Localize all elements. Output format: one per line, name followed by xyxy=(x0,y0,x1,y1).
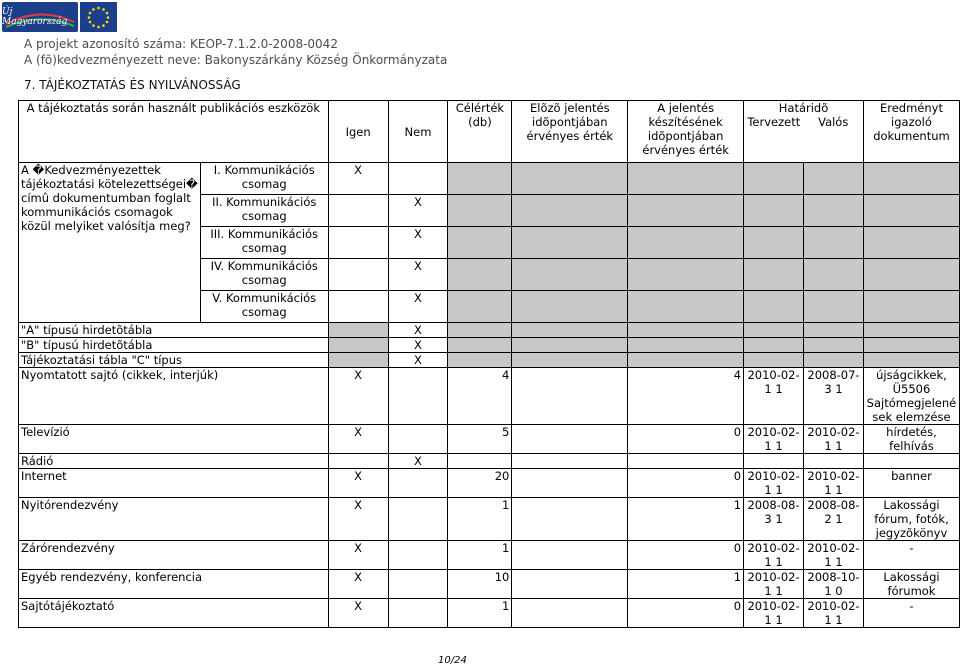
header-hatarido-sub xyxy=(744,115,863,129)
package-name: II. Kommunikációs csomag xyxy=(200,195,328,227)
board-row xyxy=(19,338,960,353)
media-row xyxy=(19,599,960,628)
row-name: Zárórendezvény xyxy=(19,541,329,570)
header-valos: Valós xyxy=(818,115,849,129)
row-elozo xyxy=(512,454,628,469)
row-jelentes: 1 xyxy=(628,570,744,599)
package-igen xyxy=(328,291,388,323)
media-row xyxy=(19,368,960,425)
media-row xyxy=(19,469,960,498)
row-elozo xyxy=(512,541,628,570)
row-nem: X xyxy=(388,454,448,469)
board-empty-cell xyxy=(628,338,744,353)
package-empty-cell xyxy=(628,259,744,291)
package-name: V. Kommunikációs csomag xyxy=(200,291,328,323)
row-tervezett: 2010-02-1 1 xyxy=(744,368,804,425)
board-nem: X xyxy=(388,338,448,353)
header-celertek: Célérték (db) xyxy=(448,101,512,163)
package-nem xyxy=(388,163,448,195)
media-row xyxy=(19,425,960,454)
package-name: IV. Kommunikációs csomag xyxy=(200,259,328,291)
board-empty-cell xyxy=(863,323,959,338)
board-empty-cell xyxy=(448,353,512,368)
beneficiary-line: A (fõ)kedvezményezett neve: Bakonyszárkány Község Önkormányzata xyxy=(24,53,448,67)
row-elozo xyxy=(512,599,628,628)
row-nem xyxy=(388,368,448,425)
row-eredmeny: Lakossági fórum, fotók, jegyzõkönyv xyxy=(863,498,959,541)
row-igen: X xyxy=(328,570,388,599)
row-elozo xyxy=(512,498,628,541)
board-empty-cell xyxy=(863,353,959,368)
board-empty-cell xyxy=(512,323,628,338)
board-empty-cell xyxy=(448,338,512,353)
package-empty-cell xyxy=(863,227,959,259)
row-jelentes: 1 xyxy=(628,498,744,541)
package-empty-cell xyxy=(744,227,804,259)
package-empty-cell xyxy=(628,291,744,323)
publicity-table xyxy=(18,100,960,628)
package-row xyxy=(19,163,960,195)
row-valos: 2008-10-1 0 xyxy=(804,570,864,599)
header-tervezett: Tervezett xyxy=(747,115,801,129)
header-hatarido-label: Határidõ xyxy=(778,101,829,115)
row-valos: 2008-08-2 1 xyxy=(804,498,864,541)
section-title: 7. TÁJÉKOZTATÁS ÉS NYILVÁNOSSÁG xyxy=(24,78,241,92)
board-empty-cell xyxy=(863,338,959,353)
package-empty-cell xyxy=(804,291,864,323)
package-empty-cell xyxy=(863,163,959,195)
package-empty-cell xyxy=(863,259,959,291)
row-name: Rádió xyxy=(19,454,329,469)
package-empty-cell xyxy=(744,163,804,195)
package-empty-cell xyxy=(744,291,804,323)
media-row xyxy=(19,454,960,469)
package-empty-cell xyxy=(628,195,744,227)
row-tervezett: 2010-02-1 1 xyxy=(744,599,804,628)
row-igen: X xyxy=(328,599,388,628)
row-elozo xyxy=(512,368,628,425)
package-empty-cell xyxy=(448,195,512,227)
row-celertek: 5 xyxy=(448,425,512,454)
package-empty-cell xyxy=(448,291,512,323)
row-valos: 2010-02-1 1 xyxy=(804,469,864,498)
row-nem xyxy=(388,541,448,570)
package-empty-cell xyxy=(804,163,864,195)
package-empty-cell xyxy=(804,227,864,259)
row-tervezett: 2010-02-1 1 xyxy=(744,570,804,599)
row-igen: X xyxy=(328,541,388,570)
package-igen: X xyxy=(328,163,388,195)
row-nem xyxy=(388,570,448,599)
row-igen: X xyxy=(328,368,388,425)
row-igen: X xyxy=(328,498,388,541)
row-nem xyxy=(388,469,448,498)
row-name: Nyitórendezvény xyxy=(19,498,329,541)
row-name: Nyomtatott sajtó (cikkek, interjúk) xyxy=(19,368,329,425)
row-valos xyxy=(804,454,864,469)
board-name: "B" típusú hirdetõtábla xyxy=(19,338,329,353)
package-empty-cell xyxy=(744,195,804,227)
row-tervezett xyxy=(744,454,804,469)
package-nem: X xyxy=(388,259,448,291)
eu-flag-icon xyxy=(80,2,117,32)
row-eredmeny xyxy=(863,454,959,469)
package-empty-cell xyxy=(804,195,864,227)
row-igen xyxy=(328,454,388,469)
package-empty-cell xyxy=(448,163,512,195)
package-name: I. Kommunikációs csomag xyxy=(200,163,328,195)
row-celertek: 4 xyxy=(448,368,512,425)
media-row xyxy=(19,541,960,570)
row-celertek: 10 xyxy=(448,570,512,599)
row-jelentes: 0 xyxy=(628,469,744,498)
package-empty-cell xyxy=(512,195,628,227)
board-empty-cell xyxy=(744,353,804,368)
package-empty-cell xyxy=(744,259,804,291)
board-name: Tájékoztatási tábla "C" típus xyxy=(19,353,329,368)
package-empty-cell xyxy=(448,227,512,259)
row-celertek: 1 xyxy=(448,541,512,570)
row-eredmeny: - xyxy=(863,541,959,570)
row-elozo xyxy=(512,570,628,599)
header-eredmeny: Eredményt igazoló dokumentum xyxy=(863,101,959,163)
page-number: 10/24 xyxy=(438,655,467,666)
header-igen: Igen xyxy=(328,101,388,163)
package-name: III. Kommunikációs csomag xyxy=(200,227,328,259)
package-nem: X xyxy=(388,227,448,259)
package-igen xyxy=(328,259,388,291)
media-row xyxy=(19,570,960,599)
package-empty-cell xyxy=(512,291,628,323)
board-empty-cell xyxy=(744,323,804,338)
row-tervezett: 2010-02-1 1 xyxy=(744,425,804,454)
row-celertek xyxy=(448,454,512,469)
row-elozo xyxy=(512,425,628,454)
board-igen xyxy=(328,353,388,368)
row-valos: 2008-07-3 1 xyxy=(804,368,864,425)
package-empty-cell xyxy=(512,227,628,259)
question-cell: A �Kedvezményezettek tájékoztatási kötelezettségei� címû dokumentumban foglalt kommunikációs csomagok közül melyiket valósítja meg? xyxy=(19,163,201,323)
logo-bar xyxy=(2,2,117,32)
header-tools: A tájékoztatás során használt publikációs eszközök xyxy=(19,101,329,163)
row-tervezett: 2010-02-1 1 xyxy=(744,541,804,570)
package-nem: X xyxy=(388,291,448,323)
package-empty-cell xyxy=(863,195,959,227)
row-name: Internet xyxy=(19,469,329,498)
board-empty-cell xyxy=(628,353,744,368)
board-row xyxy=(19,353,960,368)
package-empty-cell xyxy=(628,163,744,195)
row-eredmeny: hírdetés, felhívás xyxy=(863,425,959,454)
row-name: Egyéb rendezvény, konferencia xyxy=(19,570,329,599)
package-igen xyxy=(328,195,388,227)
board-empty-cell xyxy=(448,323,512,338)
header-elozo: Elõzõ jelentés idõpontjában érvényes érték xyxy=(512,101,628,163)
board-igen xyxy=(328,323,388,338)
row-igen: X xyxy=(328,469,388,498)
board-empty-cell xyxy=(804,338,864,353)
row-jelentes: 0 xyxy=(628,425,744,454)
row-eredmeny: banner xyxy=(863,469,959,498)
row-eredmeny: újságcikkek, Ü5506 Sajtómegjelené sek elemzése xyxy=(863,368,959,425)
board-empty-cell xyxy=(628,323,744,338)
package-igen xyxy=(328,227,388,259)
row-celertek: 20 xyxy=(448,469,512,498)
uj-magyarorszag-logo: Új Magyarország xyxy=(2,2,78,32)
board-name: "A" típusú hirdetõtábla xyxy=(19,323,329,338)
board-empty-cell xyxy=(804,323,864,338)
row-jelentes: 0 xyxy=(628,599,744,628)
package-nem: X xyxy=(388,195,448,227)
row-name: Televízió xyxy=(19,425,329,454)
row-valos: 2010-02-1 1 xyxy=(804,541,864,570)
header-jelentes: A jelentés készítésének idõpontjában érvényes érték xyxy=(628,101,744,163)
package-empty-cell xyxy=(512,259,628,291)
row-nem xyxy=(388,498,448,541)
row-jelentes: 0 xyxy=(628,541,744,570)
row-valos: 2010-02-1 1 xyxy=(804,599,864,628)
board-empty-cell xyxy=(804,353,864,368)
package-empty-cell xyxy=(863,291,959,323)
board-empty-cell xyxy=(512,353,628,368)
package-empty-cell xyxy=(448,259,512,291)
row-celertek: 1 xyxy=(448,599,512,628)
row-name: Sajtótájékoztató xyxy=(19,599,329,628)
row-tervezett: 2008-08-3 1 xyxy=(744,498,804,541)
board-nem: X xyxy=(388,353,448,368)
row-jelentes xyxy=(628,454,744,469)
row-elozo xyxy=(512,469,628,498)
header-row xyxy=(19,101,960,163)
board-row xyxy=(19,323,960,338)
header-hatarido xyxy=(744,101,864,163)
board-empty-cell xyxy=(744,338,804,353)
package-empty-cell xyxy=(512,163,628,195)
package-empty-cell xyxy=(804,259,864,291)
row-eredmeny: - xyxy=(863,599,959,628)
row-eredmeny: Lakossági fórumok xyxy=(863,570,959,599)
media-row xyxy=(19,498,960,541)
row-nem xyxy=(388,599,448,628)
row-tervezett: 2010-02-1 1 xyxy=(744,469,804,498)
board-nem: X xyxy=(388,323,448,338)
board-igen xyxy=(328,338,388,353)
row-igen: X xyxy=(328,425,388,454)
package-empty-cell xyxy=(628,227,744,259)
row-jelentes: 4 xyxy=(628,368,744,425)
row-valos: 2010-02-1 1 xyxy=(804,425,864,454)
project-id-line: A projekt azonosító száma: KEOP-7.1.2.0-2008-0042 xyxy=(24,37,338,51)
board-empty-cell xyxy=(512,338,628,353)
row-nem xyxy=(388,425,448,454)
row-celertek: 1 xyxy=(448,498,512,541)
header-nem: Nem xyxy=(388,101,448,163)
